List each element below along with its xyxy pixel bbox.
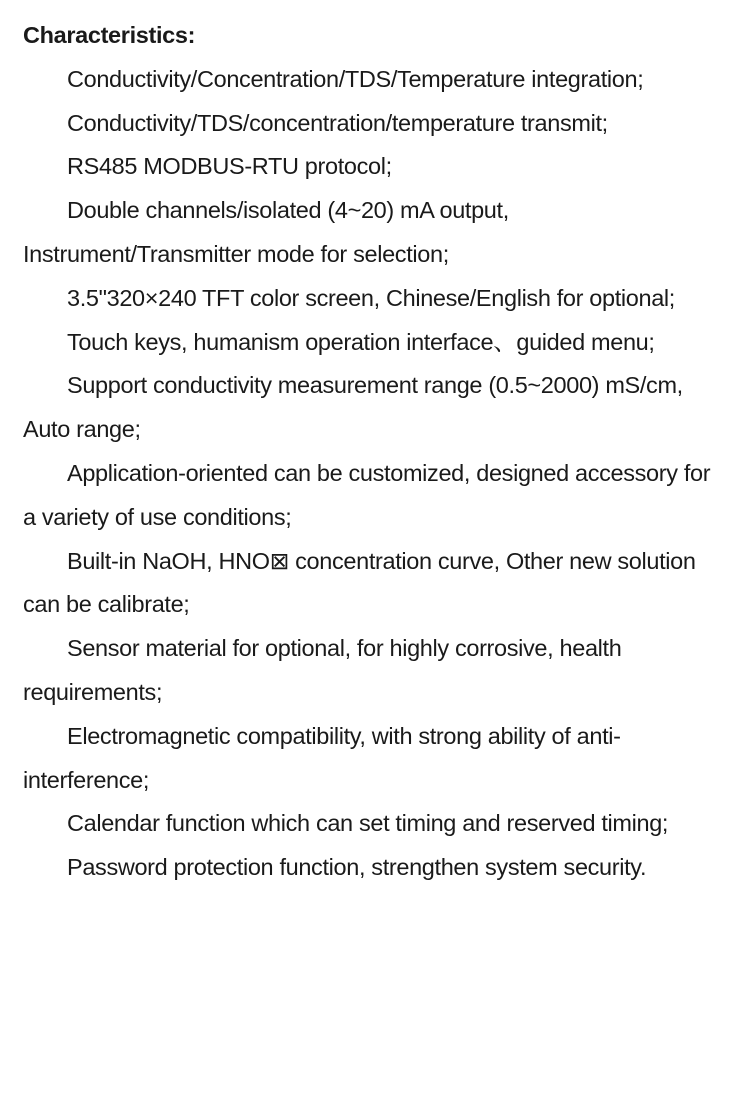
feature-item-password: Password protection function, strengthen system security. (67, 854, 647, 881)
feature-item-customized: Application-oriented can be customized, designed accessory for a variety of use conditions; (23, 459, 711, 530)
feature-item-screen: 3.5"320×240 TFT color screen, Chinese/English for optional; (67, 284, 675, 311)
feature-item-emc: Electromagnetic compatibility, with strong ability of anti-interference; (23, 722, 621, 793)
feature-item-concentration-curve: Built-in NaOH, HNO⊠ concentration curve, Other new solution can be calibrate; (23, 547, 696, 618)
feature-item-touch-keys: Touch keys, humanism operation interface、guided menu; (67, 328, 655, 355)
feature-item-integration: Conductivity/Concentration/TDS/Temperature integration; (67, 65, 644, 92)
feature-item-transmit: Conductivity/TDS/concentration/temperature transmit; (67, 109, 608, 136)
feature-item-calendar: Calendar function which can set timing and reserved timing; (67, 810, 669, 837)
section-heading: Characteristics: (23, 22, 196, 48)
feature-item-protocol: RS485 MODBUS-RTU protocol; (67, 153, 392, 180)
feature-item-range: Support conductivity measurement range (0.5~2000) mS/cm, Auto range; (23, 372, 683, 443)
feature-item-sensor-material: Sensor material for optional, for highly corrosive, health requirements; (23, 635, 622, 705)
characteristics-document (23, 14, 729, 890)
feature-item-output: Double channels/isolated (4~20) mA output, Instrument/Transmitter mode for selection; (23, 197, 509, 267)
